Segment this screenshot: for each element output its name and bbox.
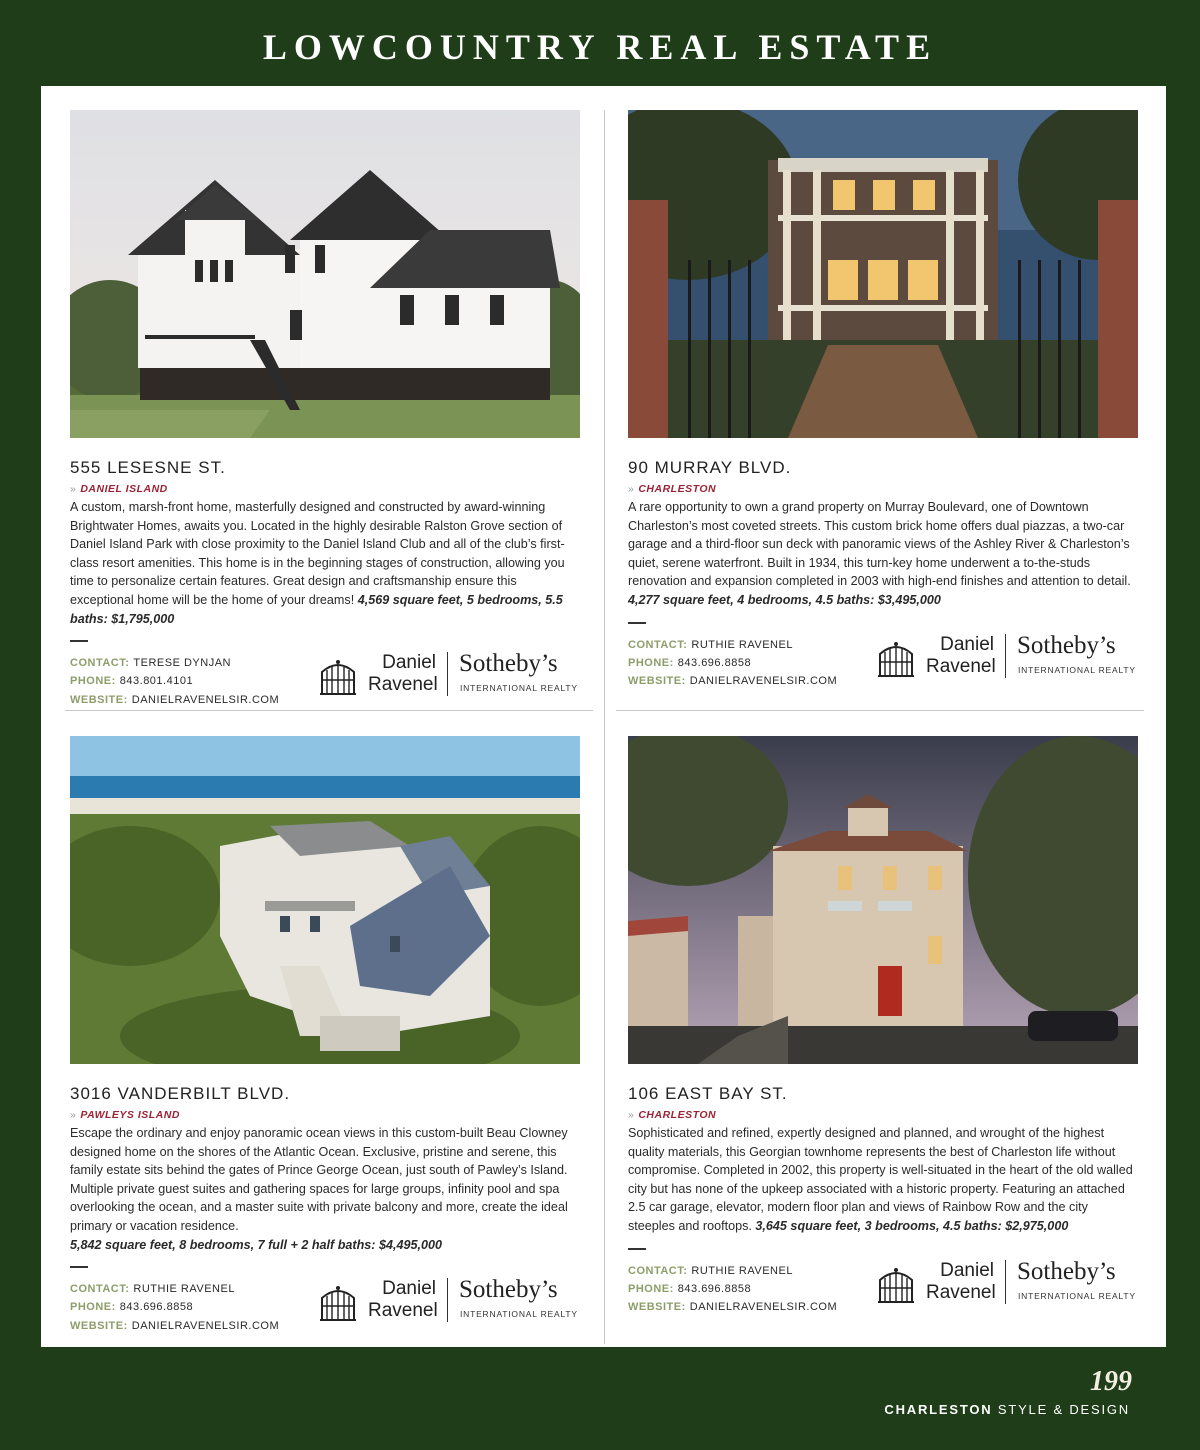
listing-location [628,1109,1138,1121]
divider-dash [70,640,88,642]
listing-card[interactable] [628,736,1138,1318]
brokerage-logo [318,1276,580,1328]
gate-icon [318,1282,358,1322]
divider-dash [628,622,646,624]
website-label: WEBSITE: [628,674,686,687]
row-divider-right [616,710,1144,711]
description-text: Sophisticated and refined, expertly designed and planned, and wrought of the highest quality materials, this Georgian townhome represents the best of Charleston life without compromise. Completed in 2002, this property is well-situated in the heart of the old walled city but has none of the upkeep associated with a historic property. Featuring an attached 2.5 car garage, elevator, modern floor plan and views of Rainbow Row and the city steeples and rooftops. [628,1126,1133,1233]
location-label: CHARLESTON [638,1109,717,1121]
listing-description [628,1124,1138,1236]
website-label: WEBSITE: [70,1319,128,1332]
listing-photo[interactable] [628,736,1138,1064]
contact-block [70,650,580,710]
phone-number[interactable]: 843.801.4101 [119,675,194,688]
brand-name-line2: Ravenel [926,1281,996,1303]
gate-icon [876,1264,916,1304]
listing-location [70,483,580,495]
phone-number[interactable]: 843.696.8858 [677,1282,752,1295]
listing-card[interactable] [70,110,580,710]
brand-name-line2: Ravenel [926,655,996,677]
sothebys-wordmark: Sotheby’s [459,1276,558,1304]
brokerage-logo [876,632,1138,684]
phone-label: PHONE: [628,656,674,669]
brokerage-logo [876,1258,1138,1310]
brand-name-line1: Daniel [940,1259,994,1281]
listing-address: 106 EAST BAY ST. [628,1084,788,1103]
page-number: 199 [1090,1366,1132,1397]
sothebys-wordmark: Sotheby’s [1017,1257,1116,1285]
description-text: A custom, marsh-front home, masterfully designed and constructed by award-winning Brightwater Homes, awaits you. Located in the highly desirable Ralston Grove section of Daniel Island Park with close proximity to the Daniel Island Club and all of the club’s first-class resort amenities. This home is in the beginning stages of construction, allowing you time to personalize certain features. Great design and craftsmanship ensure this exceptional home will be the home of your dreams! [70,500,565,607]
listing-stats: 4,277 square feet, 4 bedrooms, 4.5 baths: $3,495,000 [628,592,941,607]
phone-label: PHONE: [70,675,116,688]
listing-stats: 3,645 square feet, 3 bedrooms, 4.5 baths: $2,975,000 [755,1218,1069,1233]
logo-separator [447,1278,448,1322]
description-text: A rare opportunity to own a grand property on Murray Boulevard, one of Downtown Charleston’s most coveted streets. This custom brick home offers dual piazzas, a two-car garage and a third-floor sun deck with panoramic views of the Ashley River & Charleston’s quiet, serene waterfront. Built in 1934, this turn-key home underwent a to-the-studs renovation and expansion completed in 2003 with high-end finishes and attention to detail. [628,500,1131,589]
contact-name: TERESE DYNJAN [133,657,231,670]
contact-block [628,1257,1138,1318]
listing-description [628,498,1138,610]
publication-name-rest: STYLE & DESIGN [997,1402,1130,1417]
description-text: Escape the ordinary and enjoy panoramic ocean views in this custom-built Beau Clowney designed home on the shores of the Atlantic Ocean. Exclusive, pristine and serene, this family estate sits behind the gates of Prince George Ocean, just south of Pawley’s Island. Multiple private guest suites and gathering spaces for large groups, infinity pool and spa overlooking the ocean, and a master suite with private balcony and more, create the ideal primary or vacation residence. [70,1126,568,1233]
listing-photo[interactable] [628,110,1138,438]
chevron-icon: » [628,1109,635,1121]
intl-realty-label: INTERNATIONAL REALTY [1018,664,1136,675]
gate-icon [876,638,916,678]
listing-address: 3016 VANDERBILT BLVD. [70,1084,291,1103]
contact-name: RUTHIE RAVENEL [691,1264,793,1277]
publication-name-bold: CHARLESTON [884,1402,993,1417]
listing-description [70,498,580,628]
intl-realty-label: INTERNATIONAL REALTY [460,683,578,694]
location-label: PAWLEYS ISLAND [80,1109,180,1121]
contact-label: CONTACT: [628,638,688,651]
brand-name-line1: Daniel [382,652,436,674]
brand-name-line2: Ravenel [368,1300,438,1322]
website-link[interactable]: DANIELRAVENELSIR.COM [689,1300,838,1313]
logo-separator [1005,1260,1006,1304]
chevron-icon: » [628,483,635,495]
website-label: WEBSITE: [70,693,128,706]
phone-label: PHONE: [70,1301,116,1314]
listing-card[interactable] [70,736,580,1336]
contact-name: RUTHIE RAVENEL [133,1283,235,1296]
listing-description [70,1124,580,1254]
listing-stats: 4,569 square feet, 5 bedrooms, 5.5 baths: $1,795,000 [70,592,563,626]
listing-photo[interactable] [70,110,580,438]
contact-name: RUTHIE RAVENEL [691,638,793,651]
chevron-icon: » [70,1109,77,1121]
brand-name-line1: Daniel [382,1278,436,1300]
website-link[interactable]: DANIELRAVENELSIR.COM [689,674,838,687]
intl-realty-label: INTERNATIONAL REALTY [1018,1290,1136,1301]
chevron-icon: » [70,483,77,495]
divider-dash [70,1266,88,1268]
brand-name-line2: Ravenel [368,674,438,696]
logo-separator [1005,634,1006,678]
contact-label: CONTACT: [70,1283,130,1296]
publication-name [884,1402,1130,1417]
contact-label: CONTACT: [70,657,130,670]
listing-location [70,1109,580,1121]
location-label: CHARLESTON [638,483,717,495]
brokerage-logo [318,650,580,702]
contact-label: CONTACT: [628,1264,688,1277]
sothebys-wordmark: Sotheby’s [1017,631,1116,659]
listing-location [628,483,1138,495]
website-link[interactable]: DANIELRAVENELSIR.COM [131,693,280,706]
gate-icon [318,656,358,696]
column-divider [604,110,605,1344]
phone-number[interactable]: 843.696.8858 [119,1301,194,1314]
listings-panel [41,86,1166,1347]
listing-address: 555 LESESNE ST. [70,458,226,477]
brand-name-line1: Daniel [940,633,994,655]
sothebys-wordmark: Sotheby’s [459,650,558,678]
contact-block [70,1276,580,1336]
intl-realty-label: INTERNATIONAL REALTY [460,1309,578,1320]
phone-label: PHONE: [628,1282,674,1295]
website-label: WEBSITE: [628,1300,686,1313]
location-label: DANIEL ISLAND [80,483,168,495]
website-link[interactable]: DANIELRAVENELSIR.COM [131,1319,280,1332]
logo-separator [447,652,448,696]
listing-photo[interactable] [70,736,580,1064]
phone-number[interactable]: 843.696.8858 [677,656,752,669]
listing-address: 90 MURRAY BLVD. [628,458,792,477]
listing-stats: 5,842 square feet, 8 bedrooms, 7 full + 2 half baths: $4,495,000 [70,1237,443,1252]
contact-block [628,631,1138,692]
listing-card[interactable] [628,110,1138,692]
masthead-title: LOWCOUNTRY REAL ESTATE [262,27,938,67]
divider-dash [628,1248,646,1250]
